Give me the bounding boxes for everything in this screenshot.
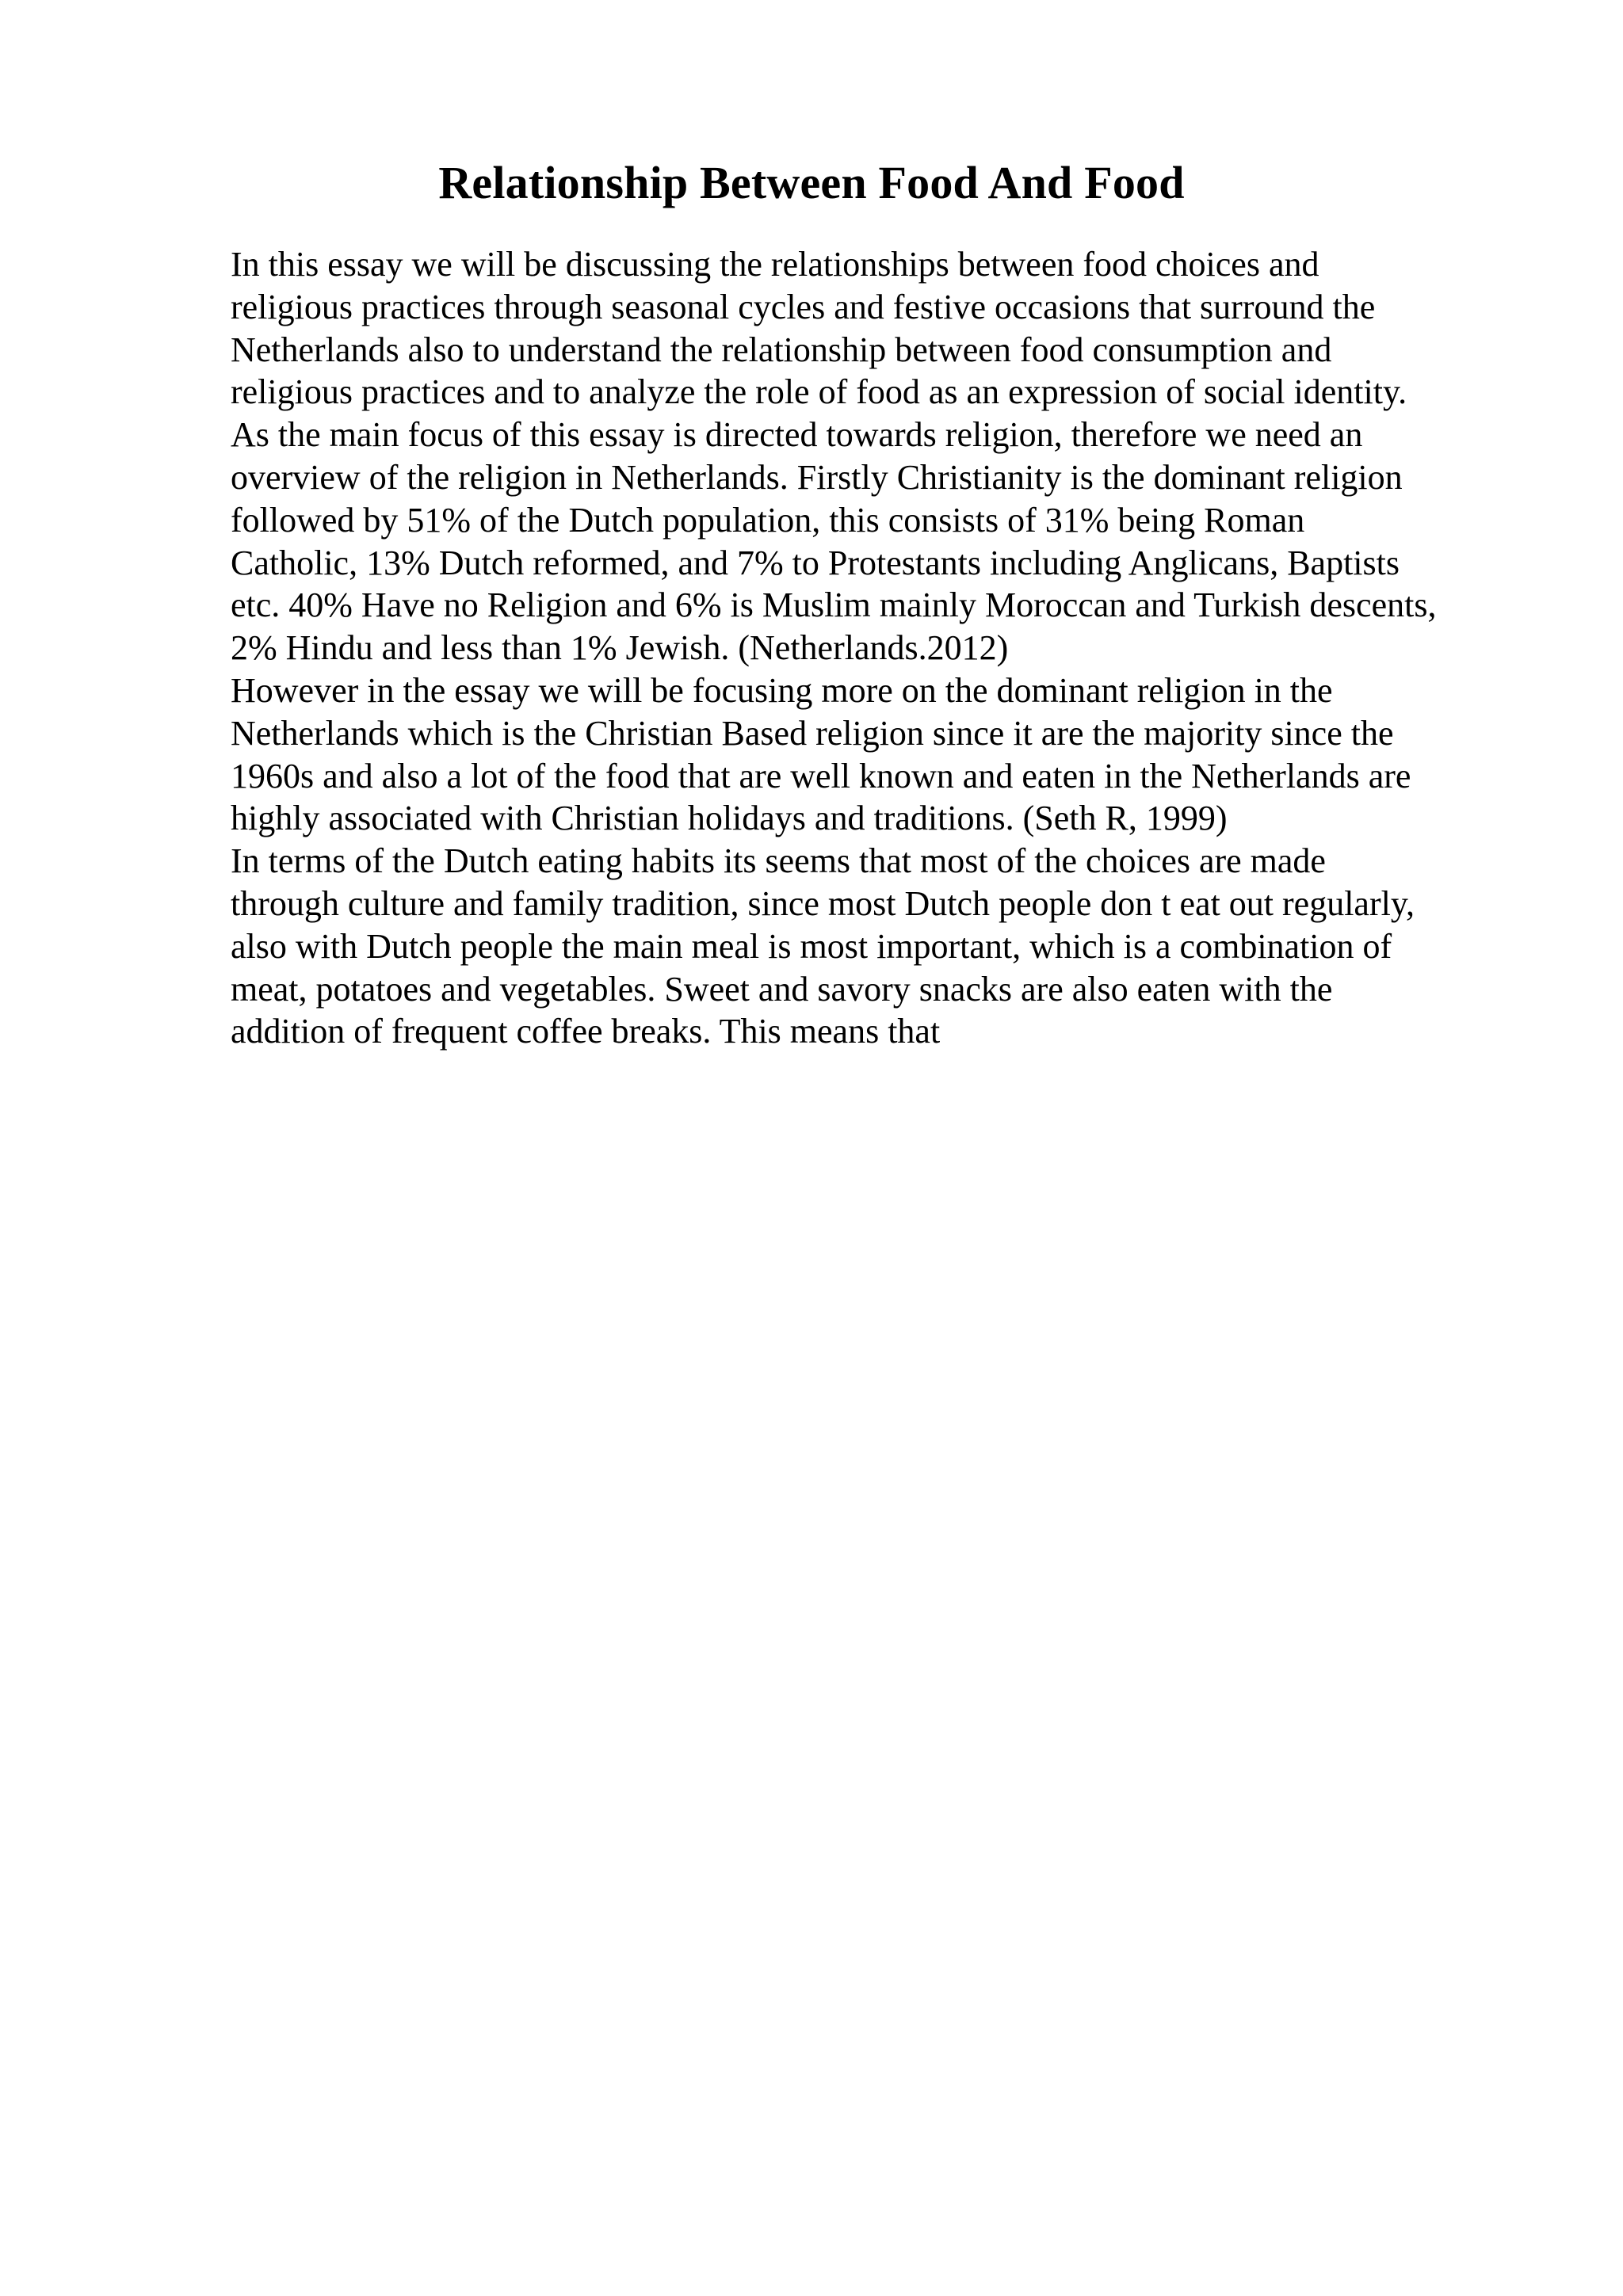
body-line: through culture and family tradition, since most Dutch people don t eat out regularly,: [231, 883, 1415, 923]
body-line: Catholic, 13% Dutch reformed, and 7% to Protestants including Anglicans, Baptists: [231, 543, 1400, 582]
body-line: etc. 40% Have no Religion and 6% is Muslim mainly Moroccan and Turkish descents,: [231, 585, 1437, 625]
body-line: As the main focus of this essay is directed towards religion, therefore we need an: [231, 415, 1363, 455]
body-line: followed by 51% of the Dutch population, this consists of 31% being Roman: [231, 500, 1305, 540]
body-line: religious practices through seasonal cycles and festive occasions that surround the: [231, 287, 1376, 326]
body-line: highly associated with Christian holidays and traditions. (Seth R, 1999): [231, 799, 1228, 838]
body-line: Netherlands also to understand the relationship between food consumption and: [231, 330, 1332, 369]
body-line: Netherlands which is the Christian Based religion since it are the majority since the: [231, 713, 1394, 753]
body-line: also with Dutch people the main meal is most important, which is a combination of: [231, 926, 1392, 966]
body-line: meat, potatoes and vegetables. Sweet and savory snacks are also eaten with the: [231, 969, 1333, 1009]
body-line: overview of the religion in Netherlands. Firstly Christianity is the dominant religion: [231, 457, 1403, 497]
body-line: In this essay we will be discussing the relationships between food choices and: [231, 245, 1319, 284]
body-line: religious practices and to analyze the role of food as an expression of social identity.: [231, 372, 1407, 412]
document-body: [231, 243, 1530, 1053]
body-line: 2% Hindu and less than 1% Jewish. (Netherlands.2012): [231, 628, 1009, 668]
body-line: In terms of the Dutch eating habits its seems that most of the choices are made: [231, 841, 1326, 881]
body-line: 1960s and also a lot of the food that are well known and eaten in the Netherlands are: [231, 756, 1411, 795]
body-line: However in the essay we will be focusing more on the dominant religion in the: [231, 670, 1333, 710]
body-line: addition of frequent coffee breaks. This means that: [231, 1012, 941, 1051]
document-title: Relationship Between Food And Food: [438, 157, 1185, 208]
